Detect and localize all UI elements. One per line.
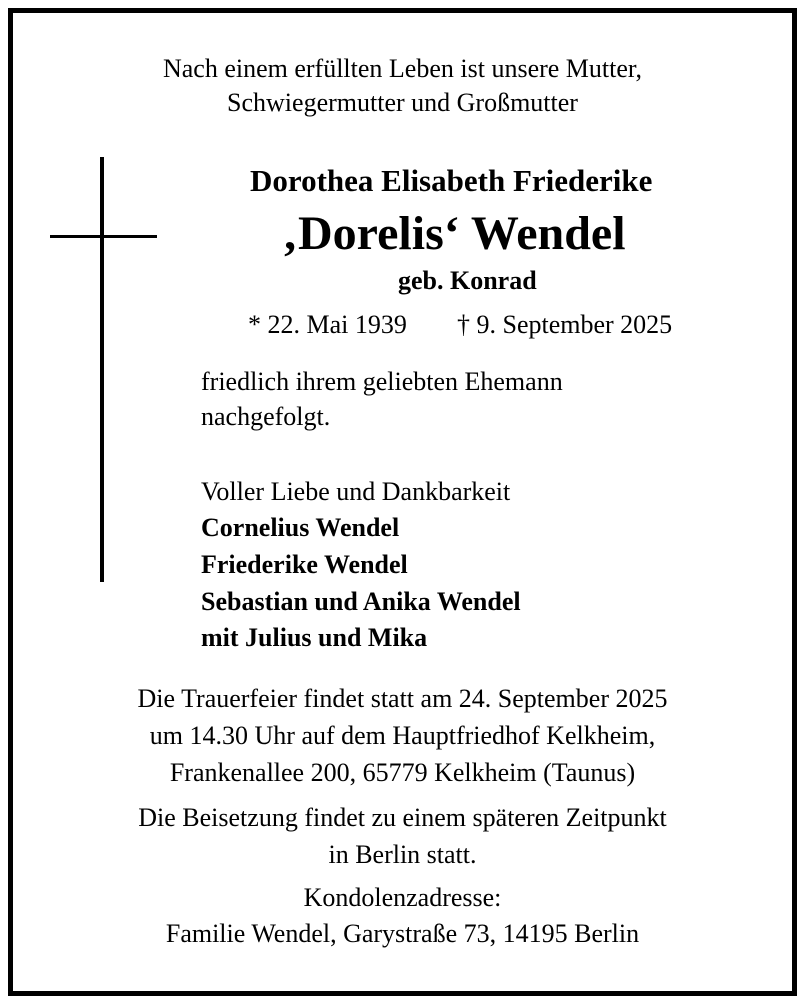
burial-line-2: in Berlin statt.	[328, 840, 477, 869]
ceremony-line-1: Die Trauerfeier findet statt am 24. September 2025	[137, 684, 668, 713]
ceremony-line-3: Frankenallee 200, 65779 Kelkheim (Taunus)	[169, 758, 636, 787]
birth-date: * 22. Mai 1939	[248, 310, 407, 339]
mourner-name-1: Cornelius Wendel	[201, 513, 400, 542]
deceased-name: ‚Dorelis‘ Wendel	[282, 207, 626, 260]
cross-horizontal-bar	[50, 235, 157, 238]
cross-vertical-bar	[100, 157, 104, 582]
condolence-address: Familie Wendel, Garystraße 73, 14195 Berlin	[165, 919, 640, 948]
intro-line-1: Nach einem erfüllten Leben ist unsere Mutter,	[162, 54, 643, 83]
burial-line-1: Die Beisetzung findet zu einem späteren Zeitpunkt	[138, 803, 667, 832]
mourners-intro: Voller Liebe und Dankbarkeit	[201, 477, 511, 506]
deceased-birth-name: geb. Konrad	[398, 266, 537, 295]
death-date: † 9. September 2025	[457, 310, 673, 339]
mourner-name-4: mit Julius und Mika	[201, 623, 428, 652]
deceased-given-names: Dorothea Elisabeth Friederike	[250, 163, 653, 198]
intro-line-2: Schwiegermutter und Großmutter	[227, 88, 578, 117]
message-line-1: friedlich ihrem geliebten Ehemann	[201, 367, 563, 396]
mourner-name-2: Friederike Wendel	[201, 550, 408, 579]
mourner-name-3: Sebastian und Anika Wendel	[201, 587, 521, 616]
ceremony-line-2: um 14.30 Uhr auf dem Hauptfriedhof Kelkheim,	[149, 721, 656, 750]
condolence-label: Kondolenzadresse:	[303, 883, 502, 912]
message-line-2: nachgefolgt.	[201, 402, 331, 431]
